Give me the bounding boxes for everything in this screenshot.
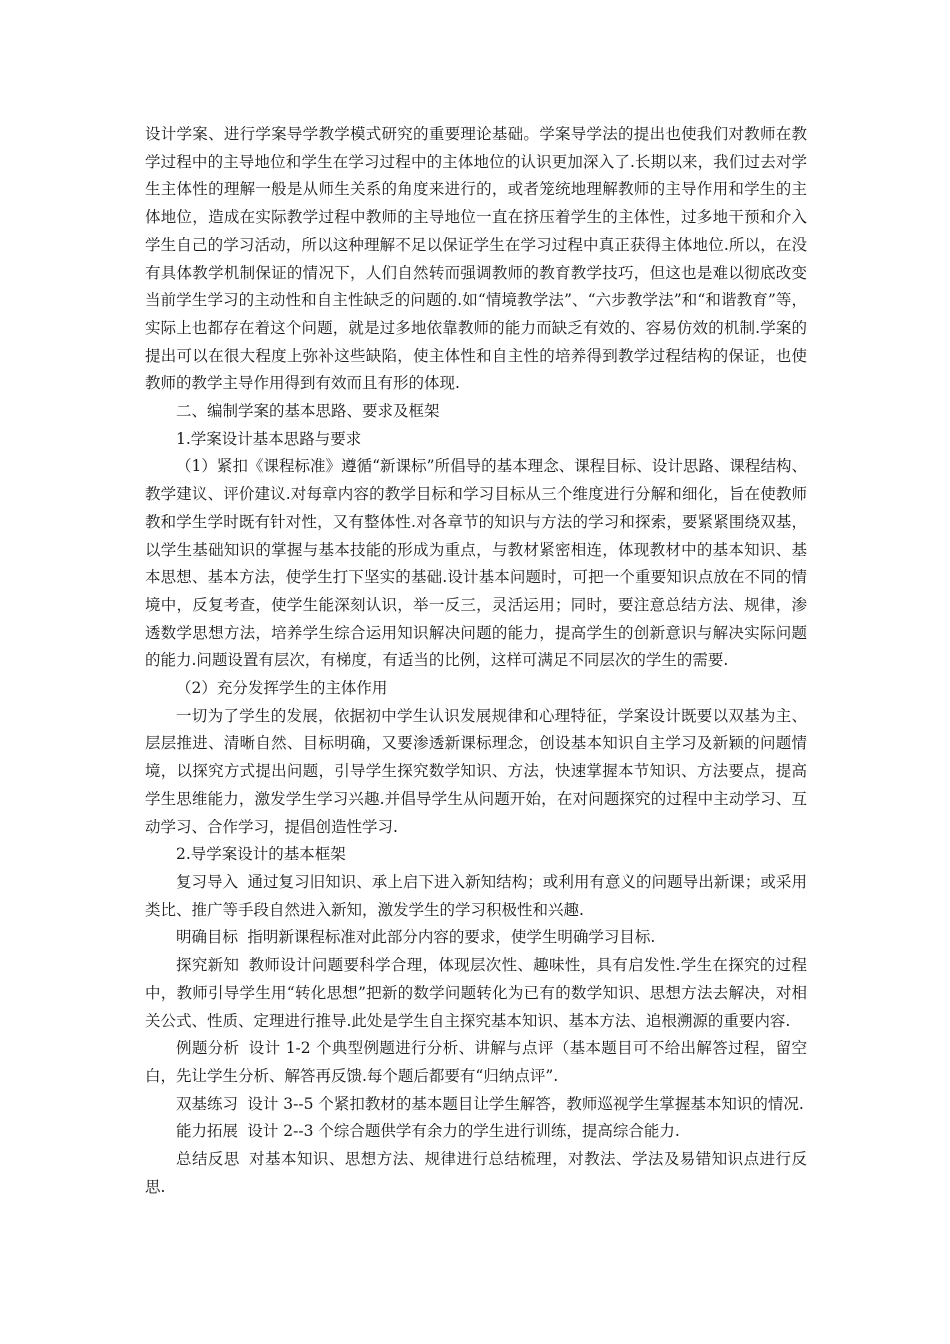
framework-item-examples [145, 1035, 807, 1090]
framework-item-goals [145, 924, 807, 952]
framework-item-explore [145, 952, 807, 1035]
document-body [145, 121, 807, 1201]
framework-item-summary [145, 1146, 807, 1201]
framework-item-text: 对基本知识、思想方法、规律进行总结梳理，对教法、学法及易错知识点进行反思. [145, 1150, 807, 1196]
framework-item-title: 探究新知 [176, 956, 240, 975]
framework-item-text: 设计 2--3 个综合题供学有余力的学生进行训练，提高综合能力. [247, 1122, 680, 1141]
framework-item-title: 能力拓展 [176, 1122, 239, 1141]
framework-item-title: 明确目标 [176, 928, 239, 947]
framework-item-title: 复习导入 [176, 872, 239, 891]
framework-item-title: 例题分析 [176, 1039, 240, 1058]
subsection-2-heading: 2.导学案设计的基本框架 [176, 845, 346, 864]
subsection-1-heading: 1.学案设计基本思路与要求 [176, 429, 362, 448]
framework-item-review [145, 869, 807, 924]
framework-item-title: 总结反思 [176, 1150, 240, 1169]
framework-item-text: 教师设计问题要科学合理，体现层次性、趣味性，具有启发性.学生在探究的过程中，教师引导学生用“转化思想”把新的数学问题转化为已有的数学知识、思想方法去解决，对相关公式、性质、定理进行推导.此处是学生自主探究基本知识、基本方法、追根溯源的重要内容. [145, 956, 807, 1030]
framework-item-text: 设计 1-2 个典型例题进行分析、讲解与点评（基本题目可不给出解答过程，留空白，先让学生分析、解答再反馈.每个题后都要有“归纳点评”. [145, 1039, 807, 1085]
framework-item-extension [145, 1118, 807, 1146]
framework-item-text: 通过复习旧知识、承上启下进入新知结构；或利用有意义的问题导出新课；或采用类比、推广等手段自然进入新知，激发学生的学习积极性和兴趣. [145, 872, 807, 919]
point-2-paragraph: 一切为了学生的发展，依据初中学生认识发展规律和心理特征，学案设计既要以双基为主、层层推进、清晰自然、目标明确，又要渗透新课标理念，创设基本知识自主学习及新颖的问题情境，以探究方式提出问题，引导学生探究数学知识、方法，快速掌握本节知识、方法要点，提高学生思维能力，激发学生学习兴趣.并倡导学生从问题开始，在对问题探究的过程中主动学习、互动学习、合作学习，提倡创造性学习. [145, 706, 807, 836]
framework-item-text: 设计 3--5 个紧扣教材的基本题目让学生解答，教师巡视学生掌握基本知识的情况. [247, 1094, 804, 1113]
section-heading: 二、编制学案的基本思路、要求及框架 [176, 402, 440, 421]
framework-item-title: 双基练习 [176, 1094, 239, 1113]
point-1-paragraph: （1）紧扣《课程标准》遵循“新课标”所倡导的基本理念、课程目标、设计思路、课程结构、教学建议、评价建议.对每章内容的教学目标和学习目标从三个维度进行分解和细化，旨在使教师教和学生学时既有针对性，又有整体性.对各章节的知识与方法的学习和探索，要紧紧围绕双基，以学生基础知识的掌握与基本技能的形成为重点，与教材紧密相连，体现教材中的基本知识、基本思想、基本方法，使学生打下坚实的基础.设计基本问题时，可把一个重要知识点放在不同的情境中，反复考查，使学生能深刻认识，举一反三，灵活运用；同时，要注意总结方法、规律，渗透数学思想方法，培养学生综合运用知识解决问题的能力，提高学生的创新意识与解决实际问题的能力.问题设置有层次，有梯度，有适当的比例，这样可满足不同层次的学生的需要. [145, 457, 807, 670]
intro-paragraph: 设计学案、进行学案导学教学模式研究的重要理论基础。学案导学法的提出也使我们对教师在教学过程中的主导地位和学生在学习过程中的主体地位的认识更加深入了.长期以来，我们过去对学生主体性的理解一般是从师生关系的角度来进行的，或者笼统地理解教师的主导作用和学生的主体地位，造成在实际教学过程中教师的主导地位一直在挤压着学生的主体性，过多地干预和介入学生自己的学习活动，所以这种理解不足以保证学生在学习过程中真正获得主体地位.所以，在没有具体教学机制保证的情况下，人们自然转而强调教师的教育教学技巧，但这也是难以彻底改变当前学生学习的主动性和自主性缺乏的问题的.如“情境教学法”、“六步教学法”和“和谐教育”等，实际上也都存在着这个问题，就是过多地依靠教师的能力而缺乏有效的、容易仿效的机制.学案的提出可以在很大程度上弥补这些缺陷，使主体性和自主性的培养得到教学过程结构的保证，也使教师的教学主导作用得到有效而且有形的体现. [145, 125, 807, 393]
framework-item-text: 指明新课程标准对此部分内容的要求，使学生明确学习目标. [247, 928, 656, 947]
point-2-heading: （2）充分发挥学生的主体作用 [176, 679, 388, 698]
framework-item-practice [145, 1091, 807, 1119]
